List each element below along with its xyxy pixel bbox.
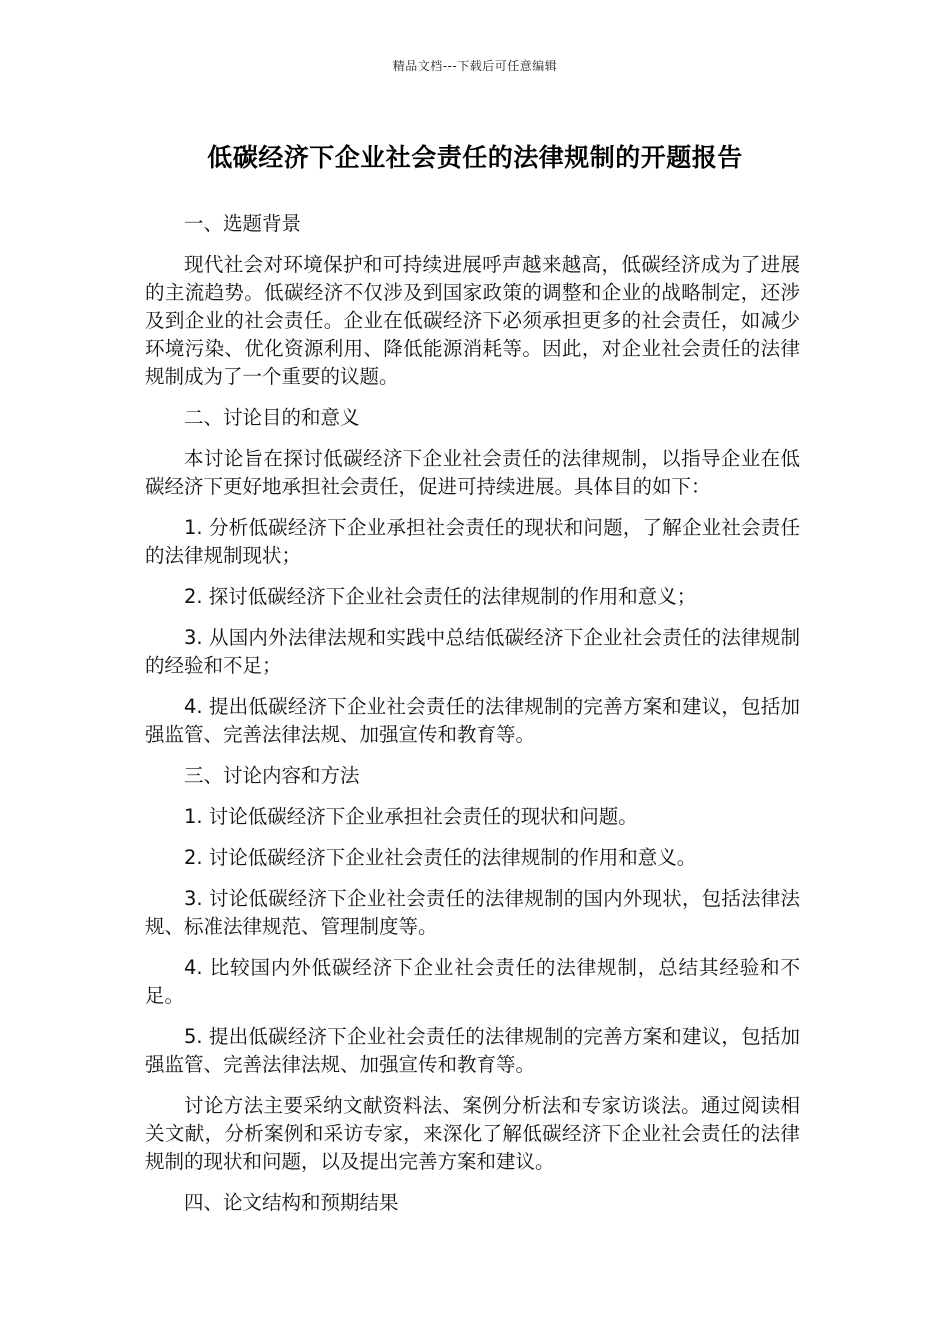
section-heading-content: 三、讨论内容和方法 <box>184 764 360 787</box>
list-item-content-2: 2. 讨论低碳经济下企业社会责任的法律规制的作用和意义。 <box>184 846 697 869</box>
list-item-purpose-3: 3. 从国内外法律法规和实践中总结低碳经济下企业社会责任的法律规制的经验和不足； <box>145 626 800 677</box>
paragraph-method: 讨论方法主要采纳文献资料法、案例分析法和专家访谈法。通过阅读相关文献，分析案例和采访专家，来深化了解低碳经济下企业社会责任的法律规制的现状和问题，以及提出完善方案和建议。 <box>145 1094 800 1173</box>
paragraph-background: 现代社会对环境保护和可持续进展呼声越来越高，低碳经济成为了进展的主流趋势。低碳经济不仅涉及到国家政策的调整和企业的战略制定，还涉及到企业的社会责任。企业在低碳经济下必须承担更多的社会责任，如减少环境污染、优化资源利用、降低能源消耗等。因此，对企业社会责任的法律规制成为了一个重要的议题。 <box>145 253 800 388</box>
document-body <box>145 210 800 1230</box>
page-header: 精品文档---下载后可任意编辑 <box>392 59 558 73</box>
document-title: 低碳经济下企业社会责任的法律规制的开题报告 <box>207 143 743 172</box>
list-item-content-3: 3. 讨论低碳经济下企业社会责任的法律规制的国内外现状，包括法律法规、标准法律规范、管理制度等。 <box>145 887 800 938</box>
paragraph-purpose-intro: 本讨论旨在探讨低碳经济下企业社会责任的法律规制，以指导企业在低碳经济下更好地承担社会责任，促进可持续进展。具体目的如下： <box>145 447 800 498</box>
list-item-content-5: 5. 提出低碳经济下企业社会责任的法律规制的完善方案和建议，包括加强监管、完善法律法规、加强宣传和教育等。 <box>145 1025 800 1076</box>
list-item-purpose-4: 4. 提出低碳经济下企业社会责任的法律规制的完善方案和建议，包括加强监管、完善法律法规、加强宣传和教育等。 <box>145 695 800 746</box>
list-item-content-1: 1. 讨论低碳经济下企业承担社会责任的现状和问题。 <box>184 805 638 828</box>
section-heading-structure: 四、论文结构和预期结果 <box>184 1191 399 1214</box>
section-heading-background: 一、选题背景 <box>184 212 302 235</box>
list-item-content-4: 4. 比较国内外低碳经济下企业社会责任的法律规制，总结其经验和不足。 <box>145 956 800 1007</box>
list-item-purpose-2: 2. 探讨低碳经济下企业社会责任的法律规制的作用和意义； <box>184 585 697 608</box>
list-item-purpose-1: 1. 分析低碳经济下企业承担社会责任的现状和问题，了解企业社会责任的法律规制现状； <box>145 516 800 567</box>
section-heading-purpose: 二、讨论目的和意义 <box>184 406 360 429</box>
